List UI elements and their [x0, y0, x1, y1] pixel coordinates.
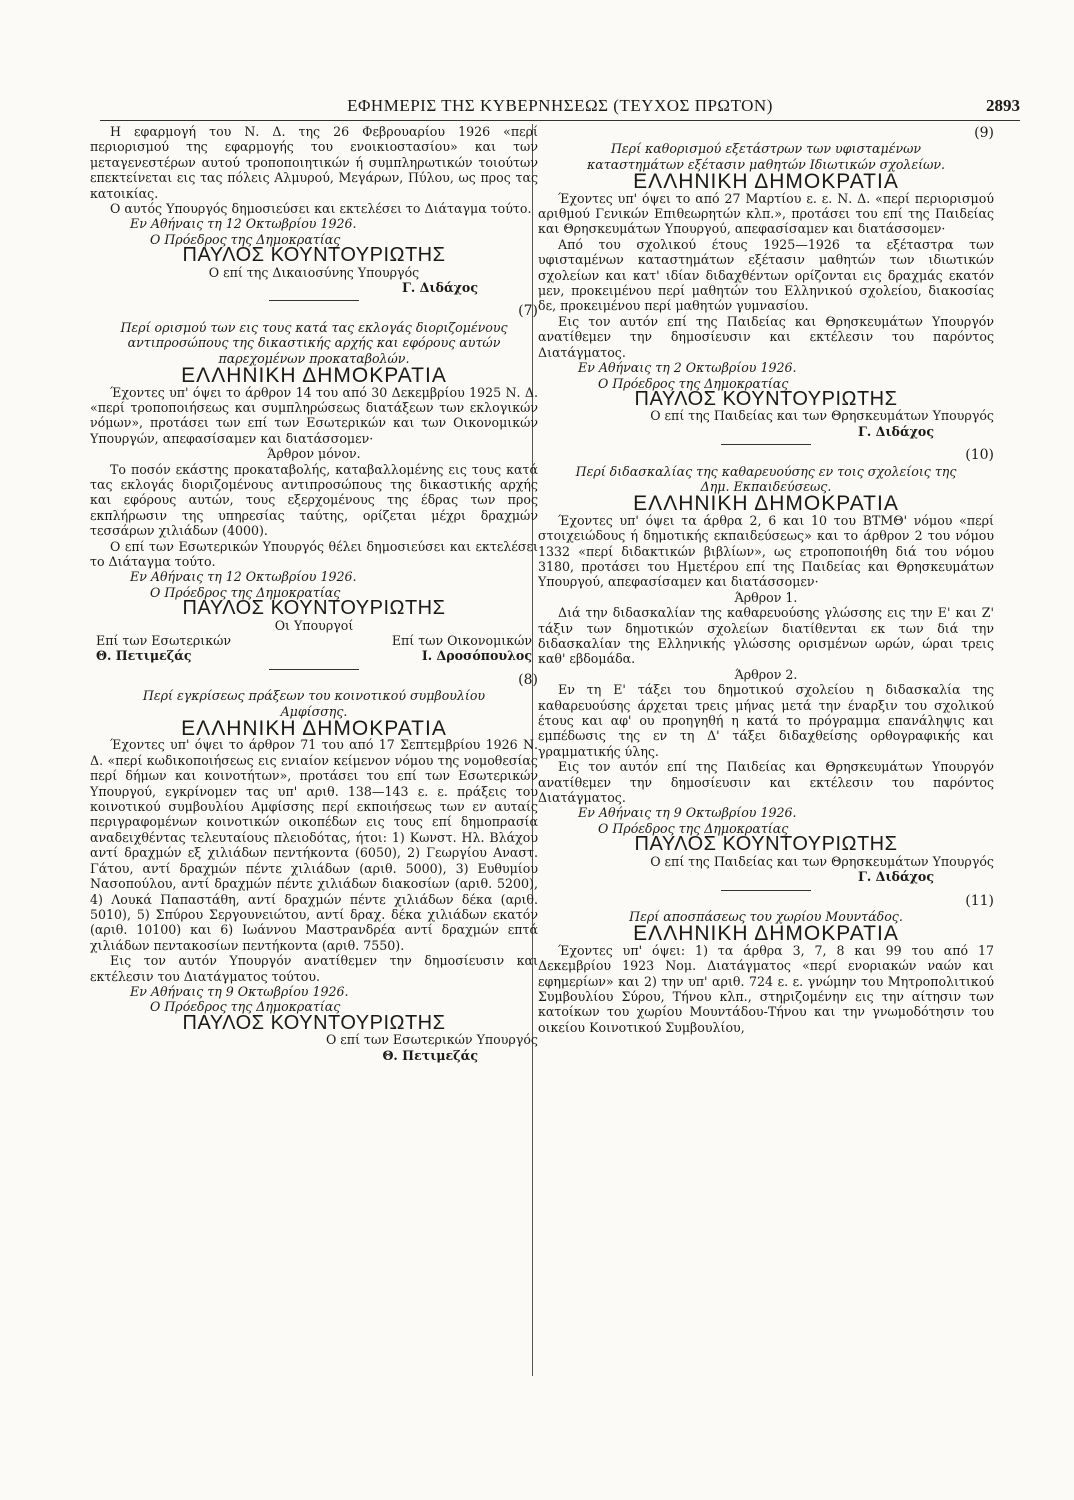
- decree6-minister-title: Ο επί της Δικαιοσύνης Υπουργός: [208, 264, 420, 280]
- decree6-execution: Ο αυτός Υπουργός δημοσιεύσει και εκτελέσει το Διάταγμα τούτο.: [110, 201, 532, 217]
- separator-rule: [721, 890, 811, 891]
- decree7-preamble: Έχοντες υπ' όψει το άρθρον 14 του από 30 Δεκεμβρίου 1925 Ν. Δ. «περί τροποποιήσεως και συμπληρώσεως διατάξεων των εκλογικών νόμων», προτάσει των επί των Εσωτερικών και των Οικονομικών Υπουργών, απεφασίσαμεν και διατάσσομεν·: [90, 384, 538, 446]
- decree10-article1: Άρθρον 1.: [734, 589, 798, 605]
- decree8-president-title: Ο Πρόεδρος της Δημοκρατίας: [150, 999, 341, 1015]
- decree9-subject: Περί καθορισμού εξετάστρων των υφισταμένων καταστημάτων εξέτασιν μαθητών Ιδιωτικών σχολείων.: [586, 141, 946, 172]
- decree9-president-name: ΠΑΥΛΟΣ ΚΟΥΝΤΟΥΡΙΩΤΗΣ: [634, 387, 898, 410]
- decree10-minister-name: Γ. Διδάχος: [857, 869, 934, 885]
- page-header: [100, 96, 1020, 121]
- decree9-preamble: Έχοντες υπ' όψει το από 27 Μαρτίου ε. ε. Ν. Δ. «περί περιορισμού αριθμού Γενικών Επιθεωρητών κλπ.», προτάσει του επί της Παιδείας και Θρησκευμάτων Υπουργού, απεφασίσαμεν και διατάσσομεν·: [538, 190, 994, 237]
- decree10-president-title: Ο Πρόεδρος της Δημοκρατίας: [598, 820, 789, 836]
- decree9-number: (9): [974, 125, 994, 141]
- decree8-president-name: ΠΑΥΛΟΣ ΚΟΥΝΤΟΥΡΙΩΤΗΣ: [182, 1011, 446, 1034]
- decree9-date: Εν Αθήναις τη 2 Οκτωβρίου 1926.: [578, 360, 797, 376]
- decree8-minister-title: Ο επί των Εσωτερικών Υπουργός: [325, 1032, 538, 1048]
- decree9-body: Από του σχολικού έτους 1925—1926 τα εξέταστρα των υφισταμένων καταστημάτων εξέτασιν μαθητών των ιδιωτικών σχολείων και κατ' ιδίαν διδαχθέντων ορίζονται εις δραχμάς εκατόν μεν, προκειμένου περί μαθητών του Ελληνικού σχολείου, διακοσίας δε, προκειμένου περί μαθητών γυμνασίου.: [538, 236, 994, 314]
- decree7-subject: Περί ορισμού των εις τους κατά τας εκλογάς διοριζομένους αντιπροσώπους της δικαστικής αρχής και εφόρους αυτών παρεχομένων προκαταβολών.: [120, 319, 508, 366]
- decree10-date: Εν Αθήναις τη 9 Οκτωβρίου 1926.: [578, 805, 797, 821]
- decree6-president-name: ΠΑΥΛΟΣ ΚΟΥΝΤΟΥΡΙΩΤΗΣ: [182, 244, 446, 267]
- decree11-heading: ΕΛΛΗΝΙΚΗ ΔΗΜΟΚΡΑΤΙΑ: [633, 922, 899, 946]
- minister2-name: Ι. Δροσόπουλος: [421, 648, 532, 664]
- decree8-subject: Περί εγκρίσεως πράξεων του κοινοτικού συμβουλίου Αμφίσσης.: [142, 688, 486, 719]
- decree11-body: Έχοντες υπ' όψει: 1) τα άρθρα 3, 7, 8 και 99 του από 17 Δεκεμβρίου 1923 Νομ. Διατάγματος «περί ενοριακών ναών και εφημερίων» και 2) την υπ' αριθ. 724 ε. ε. γνώμην του Μητροπολιτικού Συμβουλίου Σύρου, Τήνου κλπ., στηριζομένην εις την αίτησιν των κατοίκων του χωρίου Μουντάδου-Τήνου και την γνωμοδότησιν του οικείου Κοινοτικού Συμβουλίου,: [538, 942, 994, 1035]
- minister1-name: Θ. Πετιμεζάς: [96, 648, 192, 664]
- decree7-president-name: ΠΑΥΛΟΣ ΚΟΥΝΤΟΥΡΙΩΤΗΣ: [182, 597, 446, 620]
- decree9-execution: Εις τον αυτόν επί της Παιδείας και Θρησκευμάτων Υπουργόν ανατίθεμεν την δημοσίευσιν και εκτέλεσιν του παρόντος Διατάγματος.: [538, 313, 994, 360]
- decree9-minister-title: Ο επί της Παιδείας και των Θρησκευμάτων Υπουργός: [650, 408, 994, 424]
- decree10-article2-body: Εν τη Ε' τάξει του δημοτικού σχολείου η διδασκαλία της καθαρευούσης άρχεται τρεις μήνας μετά την έναρξιν του σχολικού έτους και αφ' ου προηγηθή η κατά το πρόγραμμα επανάληψις και εμπέδωσις της εν τη Δ' τάξει διδαχθείσης ορθογραφικής και γραμματικής ύλης.: [538, 682, 994, 759]
- separator-rule: [721, 444, 811, 445]
- decree9-president-title: Ο Πρόεδρος της Δημοκρατίας: [598, 375, 789, 391]
- decree7-ministers-heading: Οι Υπουργοί: [274, 617, 354, 633]
- decree7-president-title: Ο Πρόεδρος της Δημοκρατίας: [150, 584, 341, 600]
- decree10-number: (10): [965, 447, 994, 464]
- decree9-minister-name: Γ. Διδάχος: [857, 423, 934, 439]
- decree8-minister-name: Θ. Πετιμεζάς: [382, 1047, 478, 1063]
- decree8-execution: Εις τον αυτόν Υπουργόν ανατίθεμεν την δημοσίευσιν και εκτέλεσιν του Διατάγματος τούτου.: [90, 953, 538, 984]
- decree8-number: (8): [518, 671, 538, 688]
- decree7-date: Εν Αθήναις τη 12 Οκτωβρίου 1926.: [130, 569, 357, 585]
- decree8-heading: ΕΛΛΗΝΙΚΗ ΔΗΜΟΚΡΑΤΙΑ: [181, 717, 447, 741]
- minister2-title: Επί των Οικονομικών: [391, 633, 532, 648]
- decree10-subject: Περί διδασκαλίας της καθαρευούσης εν τοις σχολείοις της Δημ. Εκπαιδεύσεως.: [575, 463, 957, 494]
- separator-rule: [269, 300, 359, 301]
- decree6-date: Εν Αθήναις τη 12 Οκτωβρίου 1926.: [130, 216, 357, 232]
- decree6-body: Η εφαρμογή του Ν. Δ. της 26 Φεβρουαρίου 1926 «περί περιορισμού της εφαρμογής του ενοικιοστασίου» και των μεταγενεστέρων αυτού τροποποιητικών ή συμπληρωτικών τοιούτων επεκτείνεται εις τας πόλεις Αλμυρού, Μεγάρων, Πύλου, ως προς τας κατοικίας.: [90, 124, 538, 201]
- decree10-execution: Εις τον αυτόν επί της Παιδείας και Θρησκευμάτων Υπουργόν ανατίθεμεν την δημοσίευσιν και εκτέλεσιν του παρόντος Διατάγματος.: [538, 759, 994, 806]
- decree10-minister-title: Ο επί της Παιδείας και των Θρησκευμάτων Υπουργός: [650, 853, 994, 869]
- decree10-heading: ΕΛΛΗΝΙΚΗ ΔΗΜΟΚΡΑΤΙΑ: [633, 492, 899, 516]
- decree10-article2: Άρθρον 2.: [734, 666, 798, 682]
- page-number: 2893: [986, 96, 1020, 115]
- gazette-title: ΕΦΗΜΕΡΙΣ ΤΗΣ ΚΥΒΕΡΝΗΣΕΩΣ (ΤΕΥΧΟΣ ΠΡΩΤΟΝ): [347, 96, 773, 115]
- decree6-minister-name: Γ. Διδάχος: [401, 280, 478, 296]
- decree8-date: Εν Αθήναις τη 9 Οκτωβρίου 1926.: [130, 983, 349, 999]
- decree7-article: Άρθρον μόνον.: [267, 446, 361, 462]
- separator-rule: [269, 669, 359, 670]
- decree10-preamble: Έχοντες υπ' όψει τα άρθρα 2, 6 και 10 του ΒΤΜΘ' νόμου «περί στοιχειώδους ή δημοτικής εκπαιδεύσεως» και το άρθρον 2 του νόμου 1332 «περί διδακτικών βιβλίων», ως ετροποποιήθη διά του νόμου 3180, προτάσει του Ημετέρου επί της Παιδείας και Θρησκευμάτων Υπουργού, απεφασίσαμεν και διατάσσομεν·: [538, 512, 994, 590]
- decree10-article1-body: Διά την διδασκαλίαν της καθαρευούσης γλώσσης εις την Ε' και Ζ' τάξιν των δημοτικών σχολείων διατίθενται εκ των διά την διδασκαλίαν της Ελληνικής γλώσσης ορισμένων ωρών, ώραι τρεις καθ' εβδομάδα.: [538, 605, 994, 667]
- decree9-heading: ΕΛΛΗΝΙΚΗ ΔΗΜΟΚΡΑΤΙΑ: [633, 170, 899, 194]
- decree7-heading: ΕΛΛΗΝΙΚΗ ΔΗΜΟΚΡΑΤΙΑ: [181, 364, 447, 388]
- decree6-president-title: Ο Πρόεδρος της Δημοκρατίας: [150, 231, 341, 247]
- decree10-president-name: ΠΑΥΛΟΣ ΚΟΥΝΤΟΥΡΙΩΤΗΣ: [634, 833, 898, 856]
- left-column: [90, 124, 538, 1063]
- right-column: [538, 124, 994, 1035]
- decree11-subject: Περί αποσπάσεως του χωρίου Μουντάδος.: [629, 908, 903, 924]
- minister1-title: Επί των Εσωτερικών: [96, 633, 231, 648]
- decree11-number: (11): [965, 892, 994, 909]
- decree7-minister-names: [90, 648, 538, 663]
- decree8-body: Έχοντες υπ' όψει το άρθρον 71 του από 17 Σεπτεμβρίου 1926 Ν. Δ. «περί κωδικοποιήσεως εις ενιαίον κείμενον νόμου της νομοθεσίας περί δήμων και κοινοτήτων», προτάσει του επί των Εσωτερικών Υπουργού, εγκρίνομεν τας υπ' αριθ. 138—143 ε. ε. πράξεις του κοινοτικού συμβουλίου Αμφίσσης περί εκποιήσεως των εν αυταίς περιγραφομένων κοινοτικών οικοπέδων εις τους επί δημοπρασία αναδειχθέντας τελευταίους πλειοδότας, ήτοι: 1) Κωνστ. Ηλ. Βλάχου αντί δραχμών εξ χιλιάδων πεντήκοντα (6050), 2) Γεωργίου Αναστ. Γάτου, αντί δραχμών πέντε χιλιάδων (αριθ. 5000), 3) Ευθυμίου Νασοπούλου, αντί δραχμών πέντε χιλιάδων διακοσίων (αριθ. 5200), 4) Λουκά Παπαστάθη, αντί δραχμών πέντε χιλιάδων δέκα (αριθ. 5010), 5) Σπύρου Σεργουνειώτου, αντί δραχ. δέκα χιλιάδων εκατόν (αριθ. 10100) και 6) Ιωάννου Μαστρανδρέα αντί δραχμών επτά χιλιάδων πεντακοσίων πεντήκοντα (αριθ. 7550).: [90, 737, 538, 953]
- decree7-number: (7): [518, 303, 538, 320]
- decree7-execution: Ο επί των Εσωτερικών Υπουργός θέλει δημοσιεύσει και εκτελέσει το Διάταγμα τούτο.: [90, 538, 538, 569]
- decree7-minister-titles: [90, 633, 538, 648]
- decree7-body: Το ποσόν εκάστης προκαταβολής, καταβαλλομένης εις τους κατά τας εκλογάς διοριζομένους αντιπροσώπους της δικαστικής αρχής και εφόρους αυτών, τους εξερχομένους της έδρας των προς εκπλήρωσιν της υπηρεσίας ταύτης, ορίζεται μέχρι δραχμών τεσσάρων χιλιάδων (4000).: [90, 461, 538, 539]
